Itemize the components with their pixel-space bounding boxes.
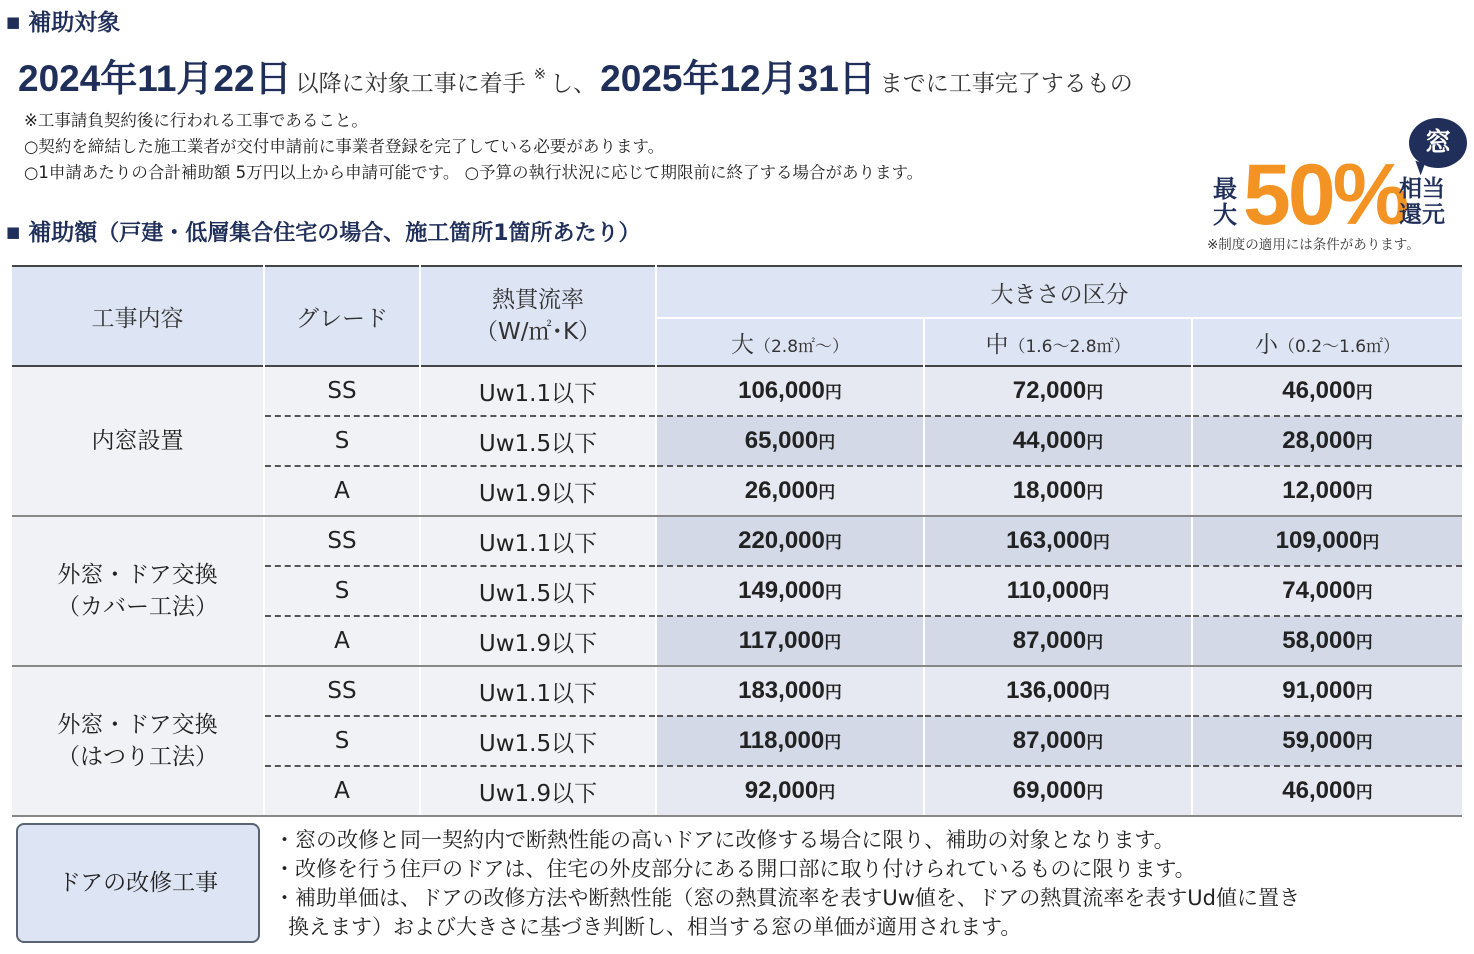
price-small-cell [1192, 466, 1462, 516]
door-note-line: ・補助単価は、ドアの改修方法や断熱性能（窓の熱貫流率を表すUw値を、ドアの熱貫流率を表すUd値に置き [274, 886, 1300, 910]
price-value: 72,000 [1012, 377, 1087, 404]
section-title: 補助額 [28, 220, 98, 246]
yen-unit: 円 [824, 583, 842, 603]
grade-cell: SS [264, 366, 420, 416]
price-large-cell [656, 566, 924, 616]
grade-cell: S [264, 566, 420, 616]
header-uw-line2: （W/㎡･K） [474, 319, 602, 345]
price-medium-cell [924, 566, 1192, 616]
price-value: 91,000 [1282, 677, 1356, 704]
period-text-2: し、 [550, 71, 597, 97]
grade-cell: S [264, 416, 420, 466]
grade-cell: SS [264, 666, 420, 716]
work-type-line1: 外窓・ドア交換 [57, 712, 218, 738]
price-value: 65,000 [744, 427, 819, 454]
price-medium-cell [924, 416, 1192, 466]
header-grade: グレード [264, 266, 420, 366]
door-note-line: ・改修を行う住戸のドアは、住宅の外皮部分にある開口部に取り付けられているものに限ります。 [274, 857, 1196, 881]
section-heading-target [6, 4, 120, 37]
door-notes [274, 826, 1300, 942]
price-small-cell [1192, 616, 1462, 666]
price-medium-cell [924, 666, 1192, 716]
yen-unit: 円 [824, 733, 842, 753]
yen-unit: 円 [1086, 383, 1104, 403]
badge-condition: ※制度の適用には条件があります。 [1207, 237, 1420, 253]
uw-cell: Uw1.1以下 [420, 666, 656, 716]
max-return-badge [1205, 118, 1467, 254]
price-medium-cell [924, 716, 1192, 766]
yen-unit: 円 [818, 483, 836, 503]
yen-unit: 円 [1086, 483, 1104, 503]
yen-unit: 円 [1355, 483, 1373, 503]
note-line: ※工事請負契約後に行われる工事であること。 [24, 111, 368, 130]
uw-cell: Uw1.1以下 [420, 366, 656, 416]
yen-unit: 円 [1355, 583, 1373, 603]
work-type-line1: 内窓設置 [91, 428, 184, 454]
end-date: 2025年12月31日 [600, 58, 876, 99]
price-medium-cell [924, 466, 1192, 516]
start-date: 2024年11月22日 [18, 58, 292, 99]
yen-unit: 円 [824, 683, 842, 703]
yen-unit: 円 [1355, 433, 1373, 453]
price-medium-cell [924, 616, 1192, 666]
work-type-line2: （はつり工法） [57, 744, 218, 770]
yen-unit: 円 [1092, 583, 1110, 603]
price-large-cell [656, 416, 924, 466]
uw-cell: Uw1.5以下 [420, 416, 656, 466]
price-value: 26,000 [744, 477, 819, 504]
price-value: 46,000 [1282, 377, 1356, 404]
section-heading-amount [6, 214, 641, 247]
price-large-cell [656, 666, 924, 716]
door-note-line: ・窓の改修と同一契約内で断熱性能の高いドアに改修する場合に限り、補助の対象となります。 [274, 828, 1175, 852]
header-size: 大きさの区分 [656, 266, 1462, 318]
badge-percent: 50% [1243, 147, 1407, 243]
square-bullet-icon: ■ [6, 223, 21, 241]
price-value: 58,000 [1282, 627, 1356, 654]
header-work: 工事内容 [12, 266, 264, 366]
window-speech-bubble-icon: 窓 [1409, 118, 1467, 168]
uw-cell: Uw1.9以下 [420, 466, 656, 516]
yen-unit: 円 [1092, 683, 1110, 703]
yen-unit: 円 [1086, 783, 1104, 803]
yen-unit: 円 [824, 533, 842, 553]
price-small-cell [1192, 516, 1462, 566]
price-value: 44,000 [1012, 427, 1087, 454]
table-row [12, 516, 1462, 566]
grade-cell: A [264, 616, 420, 666]
work-type-cell [12, 366, 264, 516]
grade-cell: A [264, 766, 420, 816]
grade-cell: S [264, 716, 420, 766]
yen-unit: 円 [824, 633, 842, 653]
price-value: 74,000 [1282, 577, 1356, 604]
price-value: 110,000 [1006, 577, 1093, 604]
table-row [12, 666, 1462, 716]
price-large-cell [656, 516, 924, 566]
price-medium-cell [924, 766, 1192, 816]
price-small-cell [1192, 666, 1462, 716]
price-large-cell [656, 766, 924, 816]
note-mark: ※ [533, 65, 547, 83]
note-line: ○1申請あたりの合計補助額 5万円以上から申請可能です。 ○予算の執行状況に応じて期限前に終了する場合があります。 [24, 163, 924, 182]
price-value: 92,000 [744, 777, 819, 804]
header-small: 小（0.2～1.6㎡） [1192, 318, 1462, 366]
price-value: 46,000 [1282, 777, 1356, 804]
price-small-cell [1192, 766, 1462, 816]
grade-cell: SS [264, 516, 420, 566]
work-type-cell [12, 516, 264, 666]
price-value: 12,000 [1282, 477, 1356, 504]
header-large: 大（2.8㎡～） [656, 318, 924, 366]
door-note-line: 換えます）および大きさに基づき判断し、相当する窓の単価が適用されます。 [288, 915, 1022, 939]
uw-cell: Uw1.9以下 [420, 766, 656, 816]
uw-cell: Uw1.9以下 [420, 616, 656, 666]
yen-unit: 円 [1086, 433, 1104, 453]
price-value: 87,000 [1012, 627, 1087, 654]
square-bullet-icon: ■ [6, 13, 21, 31]
price-value: 163,000 [1006, 527, 1093, 554]
work-type-line2: （カバー工法） [57, 594, 218, 620]
price-value: 59,000 [1282, 727, 1356, 754]
yen-unit: 円 [1355, 383, 1373, 403]
door-renovation-label: ドアの改修工事 [16, 823, 260, 943]
header-uw-line1: 熱貫流率 [492, 287, 584, 313]
yen-unit: 円 [1092, 533, 1110, 553]
work-type-cell [12, 666, 264, 816]
table-row [12, 366, 1462, 416]
section-title: 補助対象 [28, 10, 121, 36]
price-value: 28,000 [1282, 427, 1356, 454]
badge-max-label: 最大 [1213, 175, 1237, 229]
uw-cell: Uw1.1以下 [420, 516, 656, 566]
price-value: 109,000 [1275, 527, 1363, 554]
yen-unit: 円 [818, 433, 836, 453]
note-line: ○契約を締結した施工業者が交付申請前に事業者登録を完了している必要があります。 [24, 137, 665, 156]
price-small-cell [1192, 366, 1462, 416]
uw-cell: Uw1.5以下 [420, 566, 656, 616]
price-small-cell [1192, 566, 1462, 616]
yen-unit: 円 [1362, 533, 1380, 553]
yen-unit: 円 [818, 783, 836, 803]
period-text-1: 以降に対象工事に着手 [295, 71, 526, 97]
badge-return-label: 相当還元 [1399, 176, 1445, 228]
grade-cell: A [264, 466, 420, 516]
eligibility-notes [24, 108, 923, 186]
section-subtitle: （戸建・低層集合住宅の場合、施工箇所1箇所あたり） [97, 221, 641, 246]
price-large-cell [656, 366, 924, 416]
work-type-line1: 外窓・ドア交換 [57, 562, 218, 588]
price-medium-cell [924, 516, 1192, 566]
price-value: 220,000 [738, 527, 825, 554]
yen-unit: 円 [1355, 633, 1373, 653]
period-text-3: までに工事完了するもの [879, 71, 1133, 97]
price-large-cell [656, 466, 924, 516]
yen-unit: 円 [824, 383, 842, 403]
price-large-cell [656, 616, 924, 666]
price-value: 106,000 [738, 377, 825, 404]
price-small-cell [1192, 416, 1462, 466]
price-small-cell [1192, 716, 1462, 766]
yen-unit: 円 [1355, 733, 1373, 753]
price-medium-cell [924, 366, 1192, 416]
yen-unit: 円 [1355, 783, 1373, 803]
header-uw [420, 266, 656, 366]
yen-unit: 円 [1086, 633, 1104, 653]
price-value: 118,000 [738, 727, 825, 754]
price-large-cell [656, 716, 924, 766]
price-value: 69,000 [1012, 777, 1087, 804]
price-value: 117,000 [738, 627, 825, 654]
yen-unit: 円 [1086, 733, 1104, 753]
price-value: 136,000 [1006, 677, 1093, 704]
yen-unit: 円 [1355, 683, 1373, 703]
price-value: 18,000 [1012, 477, 1087, 504]
header-medium: 中（1.6～2.8㎡） [924, 318, 1192, 366]
uw-cell: Uw1.5以下 [420, 716, 656, 766]
price-value: 183,000 [738, 677, 825, 704]
eligibility-period [18, 48, 1137, 102]
price-value: 87,000 [1012, 727, 1087, 754]
subsidy-table [12, 265, 1462, 817]
price-value: 149,000 [738, 577, 825, 604]
